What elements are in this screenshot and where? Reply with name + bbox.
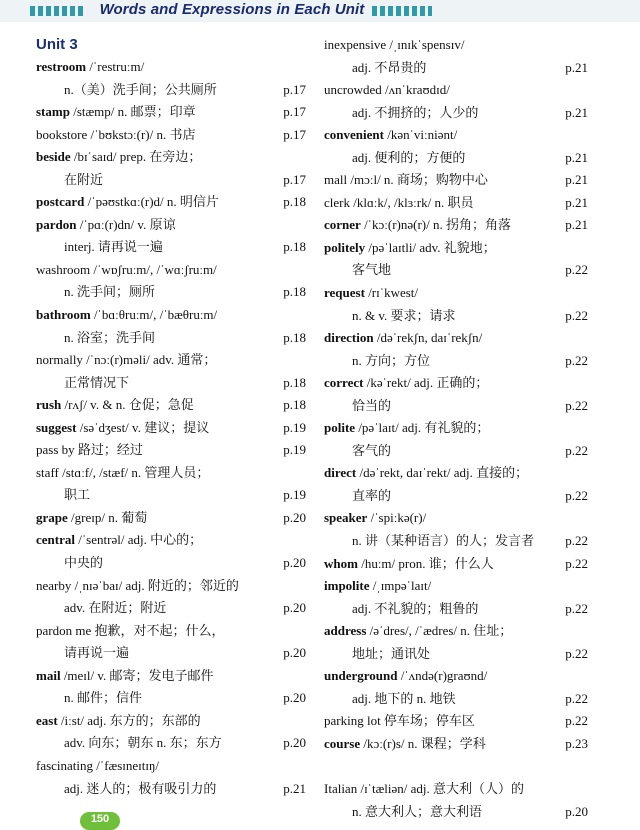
- entry-line: [36, 259, 306, 282]
- page-ref: p.20: [283, 555, 306, 571]
- headword: course: [324, 735, 361, 751]
- entry-line: [36, 507, 306, 530]
- entry-definition-line: [324, 598, 588, 621]
- entry-definition-line: [324, 485, 588, 508]
- entry-text: 直率的: [352, 487, 392, 503]
- entry-line: [36, 191, 306, 214]
- entry-line: [324, 327, 588, 350]
- right-word-list: [324, 34, 588, 823]
- entry-line: [324, 778, 588, 801]
- entry-text: adj. 地下的 n. 地铁: [352, 690, 456, 706]
- headword: stamp: [36, 104, 70, 120]
- entry-line: [324, 756, 588, 779]
- entry-text: fascinating /ˈfæsɪneɪtɪŋ/: [36, 757, 160, 773]
- entry-definition-line: [36, 169, 306, 192]
- entry-text: normally /ˈnɔː(r)məli/ adv. 通常；: [36, 352, 217, 368]
- entry-line: [324, 507, 588, 530]
- page-number-badge: 150: [80, 812, 120, 830]
- entry-text: /greɪp/ n. 葡萄: [67, 509, 148, 525]
- entry-text: /bɪˈsaɪd/ prep. 在旁边；: [70, 149, 202, 165]
- entry-text: parking lot 停车场；停车区: [324, 713, 475, 729]
- headword: whom: [324, 555, 358, 571]
- entry-text: n.（美）洗手间；公共厕所: [64, 81, 217, 97]
- headword: politely: [324, 239, 366, 255]
- entry-definition-line: [36, 484, 306, 507]
- page-ref: p.21: [565, 59, 588, 75]
- left-column: [36, 34, 306, 800]
- entry-definition-line: [36, 281, 306, 304]
- entry-text: n. 方向；方位: [352, 352, 431, 368]
- unit-title: Unit 3: [36, 36, 78, 53]
- entry-line: [36, 710, 306, 733]
- entry-text: adv. 向东；朝东 n. 东；东方: [64, 735, 222, 751]
- entry-text: Italian /ɪˈtæliən/ adj. 意大利（人）的: [324, 781, 525, 797]
- headword: address: [324, 623, 367, 639]
- entry-text: clerk /klɑːk/, /klɜːrk/ n. 职员: [324, 194, 474, 210]
- page-ref: p.22: [565, 307, 588, 323]
- entry-line: [36, 529, 306, 552]
- entry-line: [36, 417, 306, 440]
- entry-line: [36, 146, 306, 169]
- entry-text: /ˌɪmpəˈlaɪt/: [369, 578, 432, 594]
- entry-text: n. 讲（某种语言）的人；发言者: [352, 533, 535, 549]
- entry-text: uncrowded /ʌnˈkraʊdɪd/: [324, 82, 450, 98]
- page-ref: p.22: [565, 442, 588, 458]
- entry-line: [36, 755, 306, 778]
- headword: central: [36, 532, 75, 548]
- entry-line: [324, 214, 588, 237]
- page-ref: p.18: [283, 239, 306, 255]
- headword: pardon: [36, 216, 77, 232]
- entry-text: 在附近: [64, 171, 104, 187]
- entry-text: /ˈpɑː(r)dn/ v. 原谅: [76, 216, 176, 232]
- headword: suggest: [36, 419, 77, 435]
- entry-definition-line: [324, 350, 588, 373]
- page-ref: p.18: [283, 374, 306, 390]
- headword: beside: [36, 149, 71, 165]
- entry-definition-line: [324, 305, 588, 328]
- entry-text: /ˈbɑːθruːm/, /ˈbæθruːm/: [90, 307, 218, 323]
- headword: bathroom: [36, 307, 91, 323]
- entry-text: n. & v. 要求；请求: [352, 307, 456, 323]
- entry-line: [36, 124, 306, 147]
- headword: request: [324, 285, 365, 301]
- entry-text: 职工: [64, 487, 91, 503]
- headword: direct: [324, 465, 357, 481]
- right-column: [324, 34, 588, 823]
- entry-text: 恰当的: [352, 397, 392, 413]
- entry-definition-line: [324, 530, 588, 553]
- entry-line: [36, 620, 306, 643]
- entry-line: [324, 34, 588, 57]
- entry-definition-line: [324, 688, 588, 711]
- entry-line: [324, 417, 588, 440]
- entry-text: 客气的: [352, 442, 392, 458]
- entry-text: /rɪˈkwest/: [364, 285, 419, 301]
- banner-stripes-right: [372, 6, 432, 16]
- entry-line: [324, 192, 588, 215]
- page-ref: p.17: [283, 81, 306, 97]
- page-ref: p.20: [283, 509, 306, 525]
- page-ref: p.18: [283, 284, 306, 300]
- entry-line: [36, 56, 306, 79]
- page-ref: p.22: [565, 397, 588, 413]
- entry-definition-line: [36, 778, 306, 801]
- page-ref: p.17: [283, 126, 306, 142]
- entry-line: [36, 575, 306, 598]
- entry-text: washroom /ˈwɒʃruːm/, /ˈwɑːʃruːm/: [36, 261, 217, 277]
- page-banner: [0, 0, 640, 22]
- entry-line: [324, 553, 588, 576]
- entry-line: [36, 349, 306, 372]
- headword: underground: [324, 668, 398, 684]
- entry-text: interj. 请再说一遍: [64, 239, 163, 255]
- headword: restroom: [36, 59, 87, 74]
- page-ref: p.22: [565, 533, 588, 549]
- page-ref: p.20: [565, 803, 588, 819]
- page-ref: p.19: [283, 487, 306, 503]
- entry-text: /əˈdres/, /ˈædres/ n. 住址；: [366, 623, 513, 639]
- entry-text: /ˈpəʊstkɑː(r)d/ n. 明信片: [84, 194, 219, 210]
- entry-text: /pəˈlaɪt/ adj. 有礼貌的；: [355, 420, 490, 436]
- entry-line: [324, 710, 588, 733]
- entry-text: /dəˈrekt, daɪˈrekt/ adj. 直接的；: [356, 465, 529, 481]
- entry-text: adj. 便利的；方便的: [352, 149, 466, 165]
- page-ref: p.17: [283, 104, 306, 120]
- page-ref: p.21: [565, 172, 588, 188]
- entry-line: [324, 282, 588, 305]
- page-ref: p.21: [565, 149, 588, 165]
- entry-definition-line: [36, 79, 306, 102]
- page-ref: p.19: [283, 419, 306, 435]
- entry-line: [36, 214, 306, 237]
- page-ref: p.18: [283, 194, 306, 210]
- entry-definition-line: [36, 327, 306, 350]
- entry-text: 地址；通讯处: [352, 645, 431, 661]
- entry-line: [324, 169, 588, 192]
- entry-line: [36, 439, 306, 462]
- entry-text: /kəˈrekt/ adj. 正确的；: [363, 375, 489, 391]
- entry-text: /kənˈviːniənt/: [383, 127, 458, 143]
- entry-text: /stæmp/ n. 邮票；印章: [69, 104, 196, 120]
- entry-line: [324, 237, 588, 260]
- headword: direction: [324, 330, 374, 346]
- page-ref: p.19: [283, 442, 306, 458]
- entry-text: n. 意大利人；意大利语: [352, 803, 483, 819]
- entry-text: n. 浴室；洗手间: [64, 329, 156, 345]
- entry-definition-line: [324, 147, 588, 170]
- page-ref: p.22: [565, 690, 588, 706]
- entry-definition-line: [36, 732, 306, 755]
- page-ref: p.23: [565, 735, 588, 751]
- entry-definition-line: [324, 57, 588, 80]
- entry-text: adj. 不礼貌的；粗鲁的: [352, 600, 479, 616]
- entry-text: 客气地: [352, 262, 392, 278]
- entry-definition-line: [36, 642, 306, 665]
- banner-title: Words and Expressions in Each Unit: [99, 1, 365, 18]
- headword: rush: [36, 397, 62, 413]
- page-ref: p.20: [283, 690, 306, 706]
- entry-text: adj. 不拥挤的；人少的: [352, 104, 479, 120]
- entry-text: adv. 在附近；附近: [64, 600, 167, 616]
- entry-text: /ˈʌndə(r)graʊnd/: [397, 668, 488, 684]
- entry-text: /rʌʃ/ v. & n. 仓促；急促: [61, 397, 194, 413]
- entry-definition-line: [324, 395, 588, 418]
- entry-definition-line: [324, 801, 588, 824]
- entry-text: /pəˈlaɪtli/ adv. 礼貌地；: [365, 239, 496, 255]
- page-ref: p.22: [565, 600, 588, 616]
- headword: corner: [324, 217, 361, 233]
- page-ref: p.22: [565, 713, 588, 729]
- headword: impolite: [324, 578, 370, 594]
- headword: postcard: [36, 194, 85, 210]
- entry-text: pardon me 抱歉，对不起；什么，: [36, 622, 225, 638]
- page-ref: p.21: [283, 780, 306, 796]
- entry-text: /ˈsentrəl/ adj. 中心的；: [74, 532, 203, 548]
- entry-line: [324, 665, 588, 688]
- entry-text: /dəˈrekʃn, daɪˈrekʃn/: [373, 330, 483, 346]
- entry-definition-line: [36, 687, 306, 710]
- entry-text: nearby /ˌnɪəˈbaɪ/ adj. 附近的；邻近的: [36, 577, 239, 593]
- page-ref: p.22: [565, 352, 588, 368]
- page-ref: p.18: [283, 397, 306, 413]
- left-word-list: [36, 56, 306, 800]
- entry-line: [36, 394, 306, 417]
- page-ref: p.18: [283, 329, 306, 345]
- headword: polite: [324, 420, 356, 436]
- entry-text: 请再说一遍: [64, 645, 130, 661]
- page-ref: p.22: [565, 487, 588, 503]
- entry-line: [36, 304, 306, 327]
- page-ref: p.22: [565, 645, 588, 661]
- entry-line: [324, 124, 588, 147]
- entry-definition-line: [36, 597, 306, 620]
- entry-text: 中央的: [64, 555, 104, 571]
- page-ref: p.20: [283, 645, 306, 661]
- page-ref: p.21: [565, 104, 588, 120]
- entry-definition-line: [36, 552, 306, 575]
- entry-text: adj. 迷人的；极有吸引力的: [64, 780, 217, 796]
- page-ref: p.22: [565, 262, 588, 278]
- entry-line: [324, 620, 588, 643]
- entry-definition-line: [324, 643, 588, 666]
- entry-text: /ˈrestruːm/: [86, 59, 145, 74]
- entry-text: inexpensive /ˌɪnɪkˈspensɪv/: [324, 37, 465, 52]
- entry-definition-line: [324, 259, 588, 282]
- headword: correct: [324, 375, 364, 391]
- entry-line: [324, 462, 588, 485]
- entry-definition-line: [324, 440, 588, 463]
- entry-definition-line: [36, 236, 306, 259]
- entry-text: /ˈkɔː(r)nə(r)/ n. 拐角；角落: [360, 217, 511, 233]
- entry-line: [36, 101, 306, 124]
- headword: convenient: [324, 127, 384, 143]
- headword: mail: [36, 667, 61, 683]
- entry-text: staff /stɑːf/, /stæf/ n. 管理人员；: [36, 464, 210, 480]
- banner-stripes-left: [30, 6, 86, 16]
- entry-text: mall /mɔːl/ n. 商场；购物中心: [324, 172, 488, 188]
- page-ref: p.21: [565, 217, 588, 233]
- page-ref: p.21: [565, 194, 588, 210]
- entry-definition-line: [324, 102, 588, 125]
- entry-text: /ˈspiːkə(r)/: [367, 510, 427, 526]
- page-ref: p.20: [283, 735, 306, 751]
- entry-text: /huːm/ pron. 谁；什么人: [357, 555, 494, 571]
- entry-text: 正常情况下: [64, 374, 130, 390]
- entry-text: n. 邮件；信件: [64, 690, 143, 706]
- entry-text: bookstore /ˈbʊkstɔː(r)/ n. 书店: [36, 126, 196, 142]
- entry-line: [36, 462, 306, 485]
- entry-text: adj. 不昂贵的: [352, 59, 427, 75]
- page-ref: p.17: [283, 171, 306, 187]
- headword: east: [36, 712, 58, 728]
- page-ref: p.22: [565, 555, 588, 571]
- entry-line: [324, 733, 588, 756]
- entry-text: /iːst/ adj. 东方的；东部的: [57, 712, 201, 728]
- entry-definition-line: [36, 372, 306, 395]
- entry-line: [36, 665, 306, 688]
- entry-text: /səˈdʒest/ v. 建议；提议: [76, 419, 210, 435]
- entry-line: [324, 79, 588, 102]
- entry-text: n. 洗手间；厕所: [64, 284, 156, 300]
- entry-line: [324, 372, 588, 395]
- headword: speaker: [324, 510, 368, 526]
- entry-text: /meɪl/ v. 邮寄；发电子邮件: [60, 667, 214, 683]
- page-ref: p.20: [283, 600, 306, 616]
- entry-line: [324, 575, 588, 598]
- entry-text: /kɔː(r)s/ n. 课程；学科: [360, 735, 486, 751]
- entry-text: pass by 路过；经过: [36, 442, 143, 458]
- headword: grape: [36, 509, 68, 525]
